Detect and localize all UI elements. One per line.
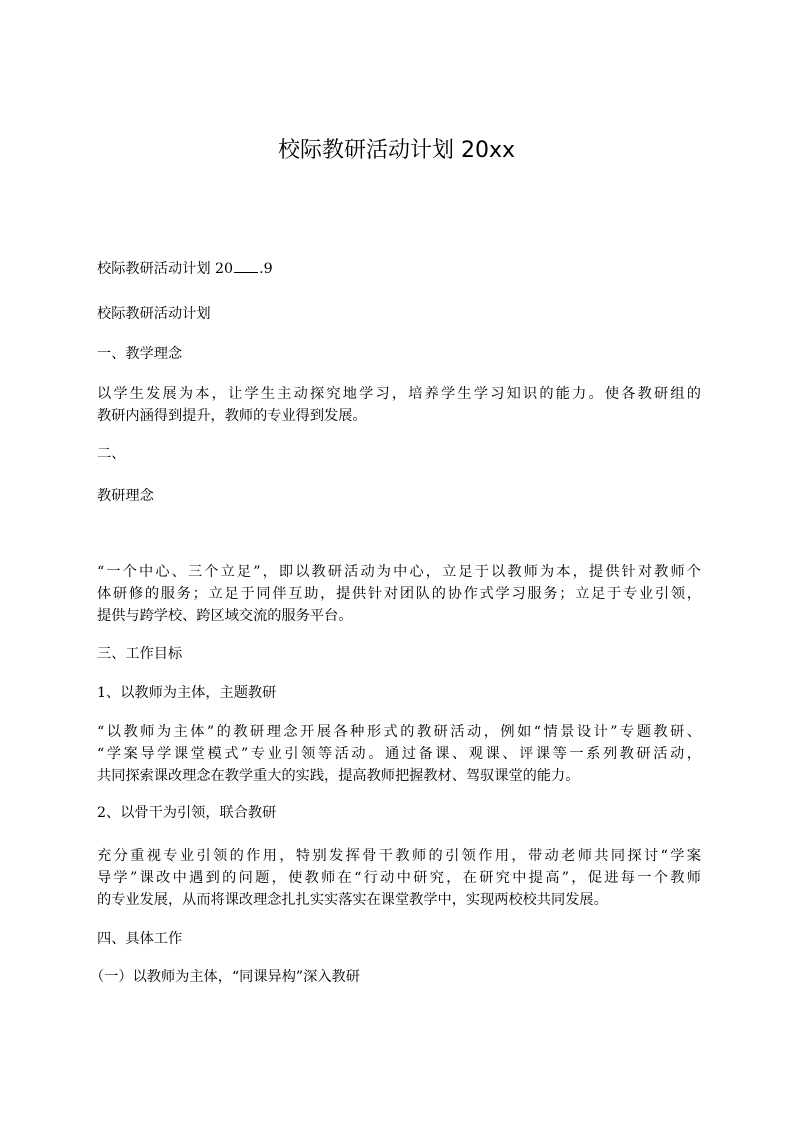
- paragraph-line: 导学”课改中遇到的问题，使教师在“行动中研究，在研究中提高”，促进每一个教师: [97, 870, 701, 886]
- plan-date-line: [97, 258, 701, 280]
- paragraph-line: 提供与跨学校、跨区域交流的服务平台。: [97, 608, 353, 624]
- paragraph-line: 的专业发展，从而将课改理念扎扎实实落实在课堂教学中，实现两校校共同发展。: [97, 892, 608, 908]
- paragraph-line: “以教师为主体”的教研理念开展各种形式的教研活动，例如“情景设计”专题教研、: [97, 724, 701, 740]
- paragraph-teaching-philosophy: [97, 383, 701, 427]
- paragraph-line: 以学生发展为本，让学生主动探究地学习，培养学生学习知识的能力。使各教研组的: [97, 386, 701, 402]
- plan-date-suffix: .9: [259, 261, 273, 277]
- paragraph-line: 体研修的服务；立足于同伴互助，提供针对团队的协作式学习服务；立足于专业引领，: [97, 586, 701, 602]
- paragraph-research-philosophy: [97, 561, 701, 627]
- sub-heading-1: （一）以教师为主体，“同课异构”深入教研: [90, 969, 360, 985]
- section-heading-1: 一、教学理念: [97, 346, 183, 362]
- item-heading-1: 1、以教师为主体，主题教研: [97, 685, 277, 701]
- document-title: 校际教研活动计划 20xx: [277, 138, 516, 163]
- section-heading-3: 三、工作目标: [97, 646, 183, 662]
- section-heading-2b: 教研理念: [97, 488, 154, 504]
- paragraph-line: “一个中心、三个立足”，即以教研活动为中心，立足于以教师为本，提供针对教师个: [97, 564, 701, 580]
- item-heading-2: 2、以骨干为引领，联合教研: [97, 805, 277, 821]
- date-blank-underline: [234, 260, 258, 273]
- plan-date-prefix: 校际教研活动计划 20: [97, 261, 234, 277]
- paragraph-line: 充分重视专业引领的作用，特别发挥骨干教师的引领作用，带动老师共同探讨“学案: [97, 848, 701, 864]
- paragraph-line: 共同探索课改理念在教学重大的实践，提高教师把握教材、驾驭课堂的能力。: [97, 768, 580, 784]
- section-heading-2a: 二、: [97, 446, 126, 462]
- section-heading-4: 四、具体工作: [97, 931, 183, 947]
- paragraph-backbone-lead: [97, 845, 701, 911]
- plan-heading: 校际教研活动计划: [97, 306, 211, 322]
- paragraph-teacher-centered: [97, 721, 701, 787]
- paragraph-line: 教研内涵得到提升，教师的专业得到发展。: [97, 408, 367, 424]
- paragraph-line: “学案导学课堂模式”专业引领等活动。通过备课、观课、评课等一系列教研活动，: [97, 746, 701, 762]
